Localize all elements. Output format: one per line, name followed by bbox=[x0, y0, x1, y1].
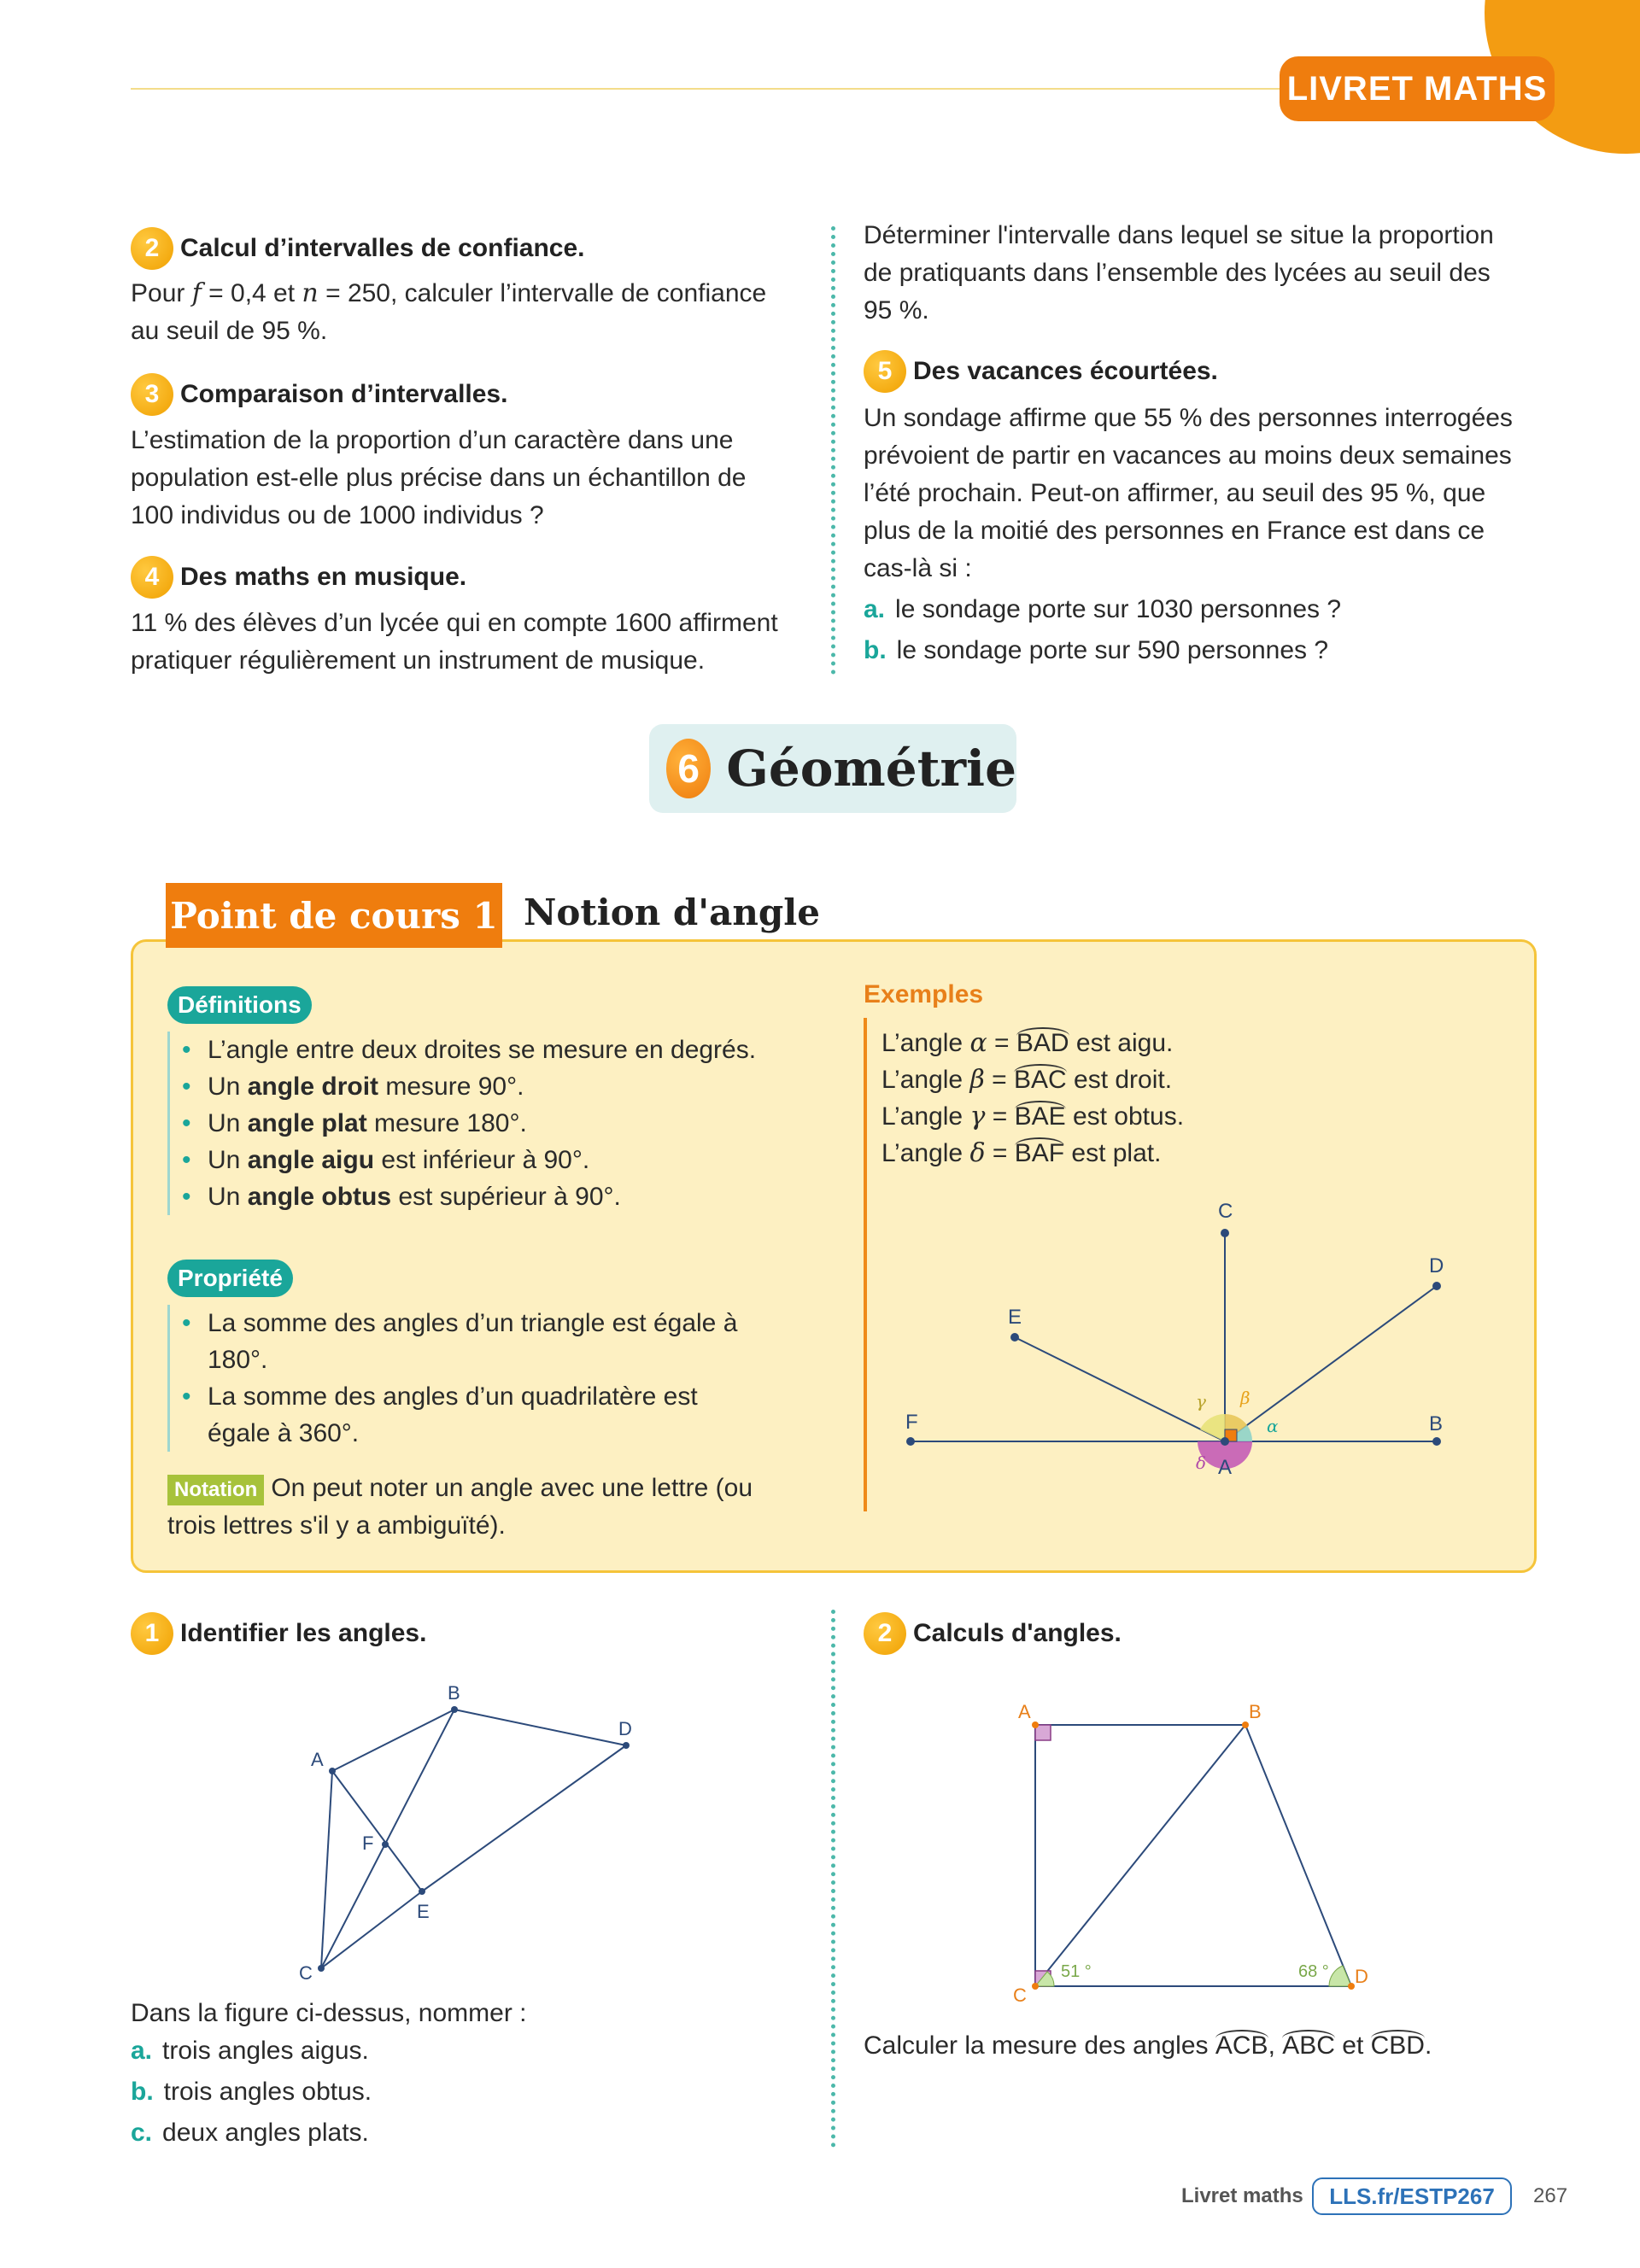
segment-AD bbox=[1225, 1286, 1437, 1441]
text-line: au seuil de 95 %. bbox=[131, 317, 328, 345]
point-A bbox=[329, 1768, 336, 1774]
text-line: plus de la moitié des personnes en France est dans ce bbox=[864, 517, 1485, 545]
text-line: pratiquer régulièrement un instrument de musique. bbox=[131, 646, 706, 675]
text-line: trois lettres s'il y a ambiguïté). bbox=[167, 1511, 506, 1540]
chapter-number: 6 bbox=[666, 739, 711, 798]
exemples-bar bbox=[864, 1018, 867, 1511]
label-C: C bbox=[299, 1962, 313, 1984]
footer-label: Livret maths bbox=[1181, 2184, 1303, 2207]
text-line: Pour f = 0,4 et n = 250, calculer l’intervalle de confiance bbox=[131, 278, 767, 308]
point-C bbox=[1221, 1229, 1229, 1237]
label-A: A bbox=[1018, 1701, 1031, 1722]
segment-BD bbox=[1245, 1725, 1351, 1986]
label-E: E bbox=[417, 1901, 430, 1922]
label-B: B bbox=[1429, 1412, 1444, 1435]
beta-label: β bbox=[1240, 1388, 1250, 1408]
label-C: C bbox=[1013, 1984, 1027, 2006]
point-C bbox=[318, 1965, 325, 1972]
chapter-title: Géométrie bbox=[726, 739, 1016, 798]
text-line: l’été prochain. Peut-on affirmer, au seuil des 95 %, que bbox=[864, 479, 1486, 507]
exemples-label: Exemples bbox=[864, 980, 984, 1008]
text-line: 100 individus ou de 1000 individus ? bbox=[131, 501, 544, 529]
segment-CB bbox=[1035, 1725, 1245, 1986]
propriete-list bbox=[167, 1305, 831, 1452]
text-line: 11 % des élèves d’un lycée qui en compte 1600 affirment bbox=[131, 609, 778, 637]
point-E bbox=[419, 1888, 425, 1895]
header-rule bbox=[131, 88, 1301, 90]
text-line: L’estimation de la proportion d’un caractère dans une bbox=[131, 426, 734, 454]
text-line: Déterminer l'intervalle dans lequel se situe la proportion bbox=[864, 221, 1494, 249]
definitions-label: Définitions bbox=[167, 986, 312, 1024]
segment-CA bbox=[321, 1771, 332, 1968]
item-a: a. le sondage porte sur 1030 personnes ? bbox=[864, 595, 1342, 623]
point-B bbox=[451, 1706, 458, 1713]
point-D bbox=[1432, 1282, 1441, 1290]
exercise-text bbox=[131, 275, 803, 350]
segment-DE bbox=[422, 1745, 626, 1891]
exercise-text: Calculer la mesure des angles ACB, ABC et CBD. bbox=[864, 2031, 1432, 2060]
segment-BC bbox=[321, 1710, 454, 1968]
definition-item: • L’angle entre deux droites se mesure en degrés. bbox=[182, 1036, 757, 1064]
definition-item: • Un angle obtus est supérieur à 90°. bbox=[182, 1183, 621, 1211]
definition-item: • Un angle plat mesure 180°. bbox=[182, 1109, 527, 1137]
exercise-text bbox=[864, 400, 1547, 669]
label-A: A bbox=[1218, 1456, 1233, 1479]
label-B: B bbox=[1249, 1701, 1262, 1722]
segment-AE bbox=[332, 1771, 422, 1891]
exercise-title: Calculs d'angles. bbox=[913, 1619, 1122, 1647]
label-E: E bbox=[1008, 1306, 1022, 1329]
definitions-list bbox=[167, 1032, 831, 1215]
example-line: L’angle α = BAD est aigu. bbox=[882, 1028, 1174, 1058]
definition-item: • Un angle droit mesure 90°. bbox=[182, 1073, 524, 1101]
page-number: 267 bbox=[1533, 2184, 1568, 2207]
notation-text bbox=[167, 1470, 803, 1545]
text-line: Notation On peut noter un angle avec une lettre (ou bbox=[167, 1470, 803, 1507]
point-C bbox=[1032, 1983, 1039, 1990]
propriete-item: • La somme des angles d’un triangle est égale à 180°. bbox=[182, 1309, 738, 1374]
point-A bbox=[1032, 1721, 1039, 1728]
exercise-number: 3 bbox=[131, 373, 173, 416]
label-D: D bbox=[618, 1718, 632, 1739]
label-F: F bbox=[905, 1411, 918, 1434]
segment-EC bbox=[321, 1891, 422, 1968]
point-B bbox=[1242, 1721, 1249, 1728]
label-A: A bbox=[311, 1749, 324, 1770]
text-line: prévoient de partir en vacances au moins deux semaines bbox=[864, 441, 1512, 470]
segment-AE bbox=[1015, 1337, 1225, 1441]
alpha-label: α bbox=[1267, 1416, 1279, 1436]
point-F bbox=[382, 1841, 389, 1848]
point-A bbox=[1221, 1437, 1229, 1446]
angles-figure bbox=[880, 1187, 1495, 1511]
point-F bbox=[906, 1437, 915, 1446]
exercise-number: 2 bbox=[131, 227, 173, 270]
angle-label-C: 51 ° bbox=[1061, 1962, 1092, 1981]
item-b: b. trois angles obtus. bbox=[131, 2078, 372, 2106]
exercise-text bbox=[131, 605, 803, 680]
example-line: L’angle γ = BAE est obtus. bbox=[882, 1102, 1185, 1131]
chapter-heading bbox=[649, 724, 1016, 813]
point-D bbox=[623, 1742, 630, 1749]
exercise-number: 4 bbox=[131, 556, 173, 599]
propriete-item: • La somme des angles d’un quadrilatère est égale à 360°. bbox=[182, 1382, 698, 1447]
cours-subtitle: Notion d'angle bbox=[524, 891, 820, 933]
exercise-number: 1 bbox=[131, 1612, 173, 1655]
example-line: L’angle β = BAC est droit. bbox=[882, 1065, 1173, 1095]
exercise-number: 2 bbox=[864, 1612, 906, 1655]
gamma-label: γ bbox=[1196, 1391, 1206, 1412]
label-D: D bbox=[1355, 1966, 1368, 1987]
text-line: population est-elle plus précise dans un échantillon de bbox=[131, 464, 747, 492]
example-line: L’angle δ = BAF est plat. bbox=[882, 1138, 1162, 1168]
exercise-title: Des maths en musique. bbox=[180, 563, 467, 591]
gamma-angle-mark bbox=[1200, 1414, 1225, 1441]
trapezoid-figure bbox=[999, 1691, 1392, 2015]
notation-label: Notation bbox=[167, 1475, 264, 1505]
exercise-title: Comparaison d’intervalles. bbox=[180, 380, 508, 408]
segment-AB bbox=[332, 1710, 454, 1771]
point-B bbox=[1432, 1437, 1441, 1446]
angle-label-D: 68 ° bbox=[1298, 1962, 1329, 1981]
segment-BD bbox=[454, 1710, 626, 1745]
exercise-title: Calcul d’intervalles de confiance. bbox=[180, 234, 585, 262]
exercise-title: Des vacances écourtées. bbox=[913, 357, 1218, 385]
text-line: Dans la figure ci-dessus, nommer : bbox=[131, 1999, 527, 2027]
livret-badge: LIVRET MATHS bbox=[1280, 56, 1555, 121]
text-line: cas-là si : bbox=[864, 554, 972, 582]
exercise-number: 5 bbox=[864, 350, 906, 393]
text-line: 95 %. bbox=[864, 296, 929, 324]
quadrilateral-figure bbox=[290, 1674, 666, 1998]
column-separator bbox=[831, 226, 835, 675]
exercise-text bbox=[131, 422, 803, 535]
label-D: D bbox=[1429, 1254, 1444, 1277]
text-line: de pratiquants dans l’ensemble des lycées au seuil des bbox=[864, 259, 1491, 287]
definition-item: • Un angle aigu est inférieur à 90°. bbox=[182, 1146, 590, 1174]
label-B: B bbox=[448, 1682, 460, 1704]
propriete-label: Propriété bbox=[167, 1260, 293, 1297]
item-a: a. trois angles aigus. bbox=[131, 2037, 369, 2065]
exercise-text bbox=[864, 217, 1547, 330]
text-line: Un sondage affirme que 55 % des personnes interrogées bbox=[864, 404, 1513, 432]
point-D bbox=[1348, 1983, 1355, 1990]
cours-tab: Point de cours 1 bbox=[166, 883, 502, 948]
label-C: C bbox=[1218, 1200, 1233, 1223]
delta-label: δ bbox=[1196, 1453, 1207, 1473]
exercise-text bbox=[131, 1995, 797, 2152]
item-c: c. deux angles plats. bbox=[131, 2119, 369, 2147]
point-E bbox=[1010, 1333, 1019, 1342]
column-separator bbox=[831, 1610, 835, 2148]
footer-link[interactable]: LLS.fr/ESTP267 bbox=[1312, 2177, 1512, 2215]
exercise-title: Identifier les angles. bbox=[180, 1619, 427, 1647]
item-b: b. le sondage porte sur 590 personnes ? bbox=[864, 636, 1329, 664]
label-F: F bbox=[362, 1833, 374, 1854]
